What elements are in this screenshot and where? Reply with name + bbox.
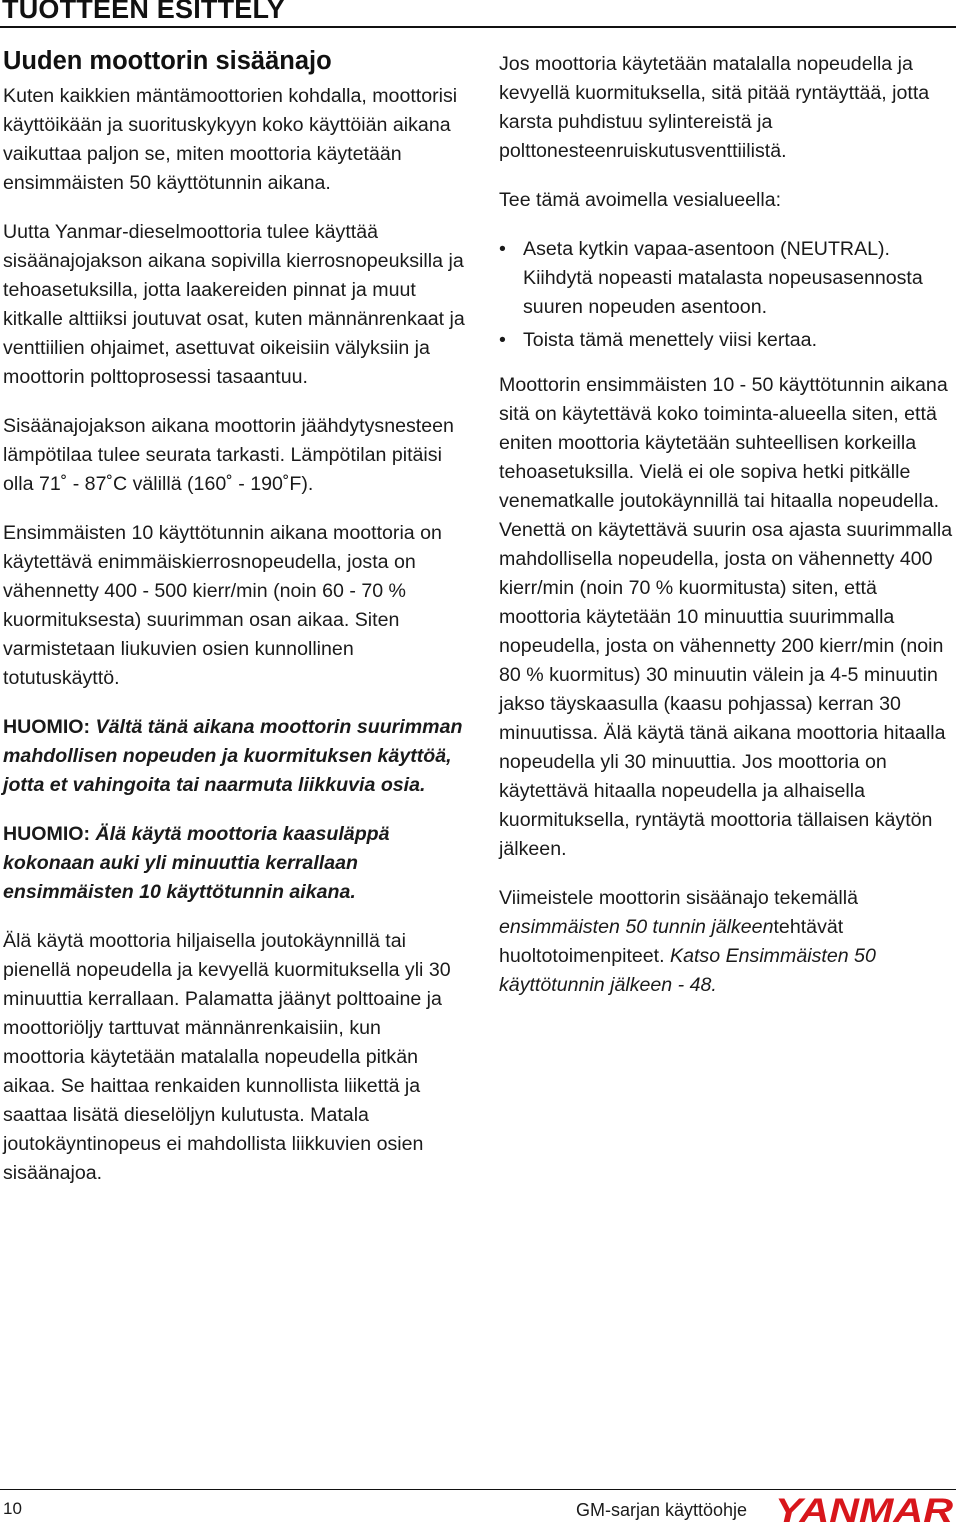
notice-label: HUOMIO: xyxy=(3,716,91,738)
list-item xyxy=(499,326,957,355)
list-item-text: Toista tämä menettely viisi kertaa. xyxy=(523,329,818,351)
right-column xyxy=(499,50,957,1020)
procedure-list xyxy=(499,235,957,355)
header-divider xyxy=(0,26,956,28)
paragraph-idle-warning: Älä käytä moottoria hiljaisella joutokäynnillä tai pienellä nopeudella ja kevyellä kuormituksella yli 30 minuuttia kerrallaan. Palamatta jäänyt polttoaine ja moottoriöljy tarttuvat männänrenkaisiin, kun moottoria käytetään matalalla nopeudella pitkän aikaa. Se haittaa renkaiden kunnollista liikettä ja saattaa lisätä dieselöljyn kulutusta. Matala joutokäyntinopeus ei mahdollista liikkuvien osien sisäänajoa. xyxy=(3,930,451,1184)
page-header-title: TUOTTEEN ESITTELY xyxy=(2,0,285,24)
finish-emphasis: ensimmäisten 50 tunnin jälkeen xyxy=(499,916,774,938)
finish-text-start: Viimeistele moottorin sisäänajo tekemällä xyxy=(499,887,859,909)
cross-reference-link[interactable]: Katso Ensimmäisten 50 käyttötunnin jälkeen - 48. xyxy=(499,945,876,996)
paragraph-coolant-temperature: Sisäänajojakson aikana moottorin jäähdytysnesteen lämpötilaa tulee seurata tarkasti. Lämpötilan pitäisi olla 71˚ - 87˚C välillä (160˚ - 190˚F). xyxy=(3,415,454,495)
brand-wordmark: YANMAR xyxy=(775,1492,954,1526)
notice-label: HUOMIO: xyxy=(3,823,91,845)
notice-text: Vältä tänä aikana moottorin suurimman mahdollisen nopeuden ja kuormituksen käyttöä, jotta et vahingoita tai naarmuta liikkuvia osia. xyxy=(3,716,463,796)
list-item xyxy=(499,235,957,322)
page-number: 10 xyxy=(3,1499,22,1518)
paragraph-break-in-speeds: Uutta Yanmar-dieselmoottoria tulee käyttää sisäänajojakson aikana sopivilla kierrosnopeuksilla ja tehoasetuksilla, jotta laakereiden pinnat ja muut kitkalle alttiiksi joutuvat osat, kuten männänrenkaat ja venttiilien ohjaimet, asettuvat oikeisiin välyksiin ja moottorin polttoprosessi tasaantuu. xyxy=(3,221,465,388)
section-title: Uuden moottorin sisäänajo xyxy=(3,47,332,75)
bullet-icon: • xyxy=(499,329,506,351)
footer-divider xyxy=(0,1489,956,1490)
bullet-icon: • xyxy=(499,238,506,260)
paragraph-open-water: Tee tämä avoimella vesialueella: xyxy=(499,189,782,211)
paragraph-first-10-hours: Ensimmäisten 10 käyttötunnin aikana moottoria on käytettävä enimmäiskierrosnopeudella, josta on vähennetty 400 - 500 kierr/min (noin 60 - 70 % kuormituksesta) suurimman osan aikaa. Siten varmistetaan liukuvien osien kunnollinen totutuskäyttö. xyxy=(3,522,442,689)
notice-full-throttle xyxy=(3,820,468,907)
paragraph-10-50-hours: Moottorin ensimmäisten 10 - 50 käyttötunnin aikana sitä on käytettävä koko toiminta-alueella siten, että eniten moottoria käytetään suhteellisen korkeilla tehoasetuksilla. Vielä ei ole sopiva hetki pitkälle venematkalle joutokäynnillä tai hitaalla nopeudella. Venettä on käytettävä suurin osa ajasta suurimmalla mahdollisella nopeudella, josta on vähennetty 400 kierr/min (noin 70 % kuormitusta) siten, että moottoria käytetään 10 minuuttia suurimmalla nopeudella, josta on vähennetty 200 kierr/min (noin 80 % kuormitus) 30 minuutin välein ja 4-5 minuutin jakso täyskaasulla (kaasu pohjassa) kerran 30 minuutissa. Älä käytä tänä aikana moottoria hitaalla nopeudella yli 30 minuuttia. Jos moottoria on käytettävä hitaalla nopeudella ja alhaisella kuormituksella, ryntäytä moottoria tällaisen käytön jälkeen. xyxy=(499,374,953,860)
paragraph-intro: Kuten kaikkien mäntämoottorien kohdalla, moottorisi käyttöikään ja suorituskykyyn koko käyttöiän aikana vaikuttaa paljon se, miten moottoria käytetään ensimmäisten 50 käyttötunnin aikana. xyxy=(3,85,458,194)
left-column xyxy=(3,46,468,1208)
yanmar-logo xyxy=(773,1492,955,1526)
notice-max-speed xyxy=(3,713,468,800)
manual-title: GM-sarjan käyttöohje xyxy=(576,1500,748,1520)
paragraph-finish-break-in xyxy=(499,884,957,1000)
paragraph-low-speed-rev-up: Jos moottoria käytetään matalalla nopeudella ja kevyellä kuormituksella, sitä pitää ryntäyttää, jotta karsta puhdistuu sylintereistä ja polttonesteenruiskutusventtiilistä. xyxy=(499,53,930,162)
finish-text-mid: tehtävät huoltotoimenpiteet. xyxy=(499,916,844,967)
list-item-text: Aseta kytkin vapaa-asentoon (NEUTRAL). Kiihdytä nopeasti matalasta nopeusasennosta suuren nopeuden asentoon. xyxy=(523,238,923,318)
notice-text: Älä käytä moottoria kaasuläppä kokonaan auki yli minuuttia kerrallaan ensimmäisten 10 käyttötunnin aikana. xyxy=(3,823,390,903)
